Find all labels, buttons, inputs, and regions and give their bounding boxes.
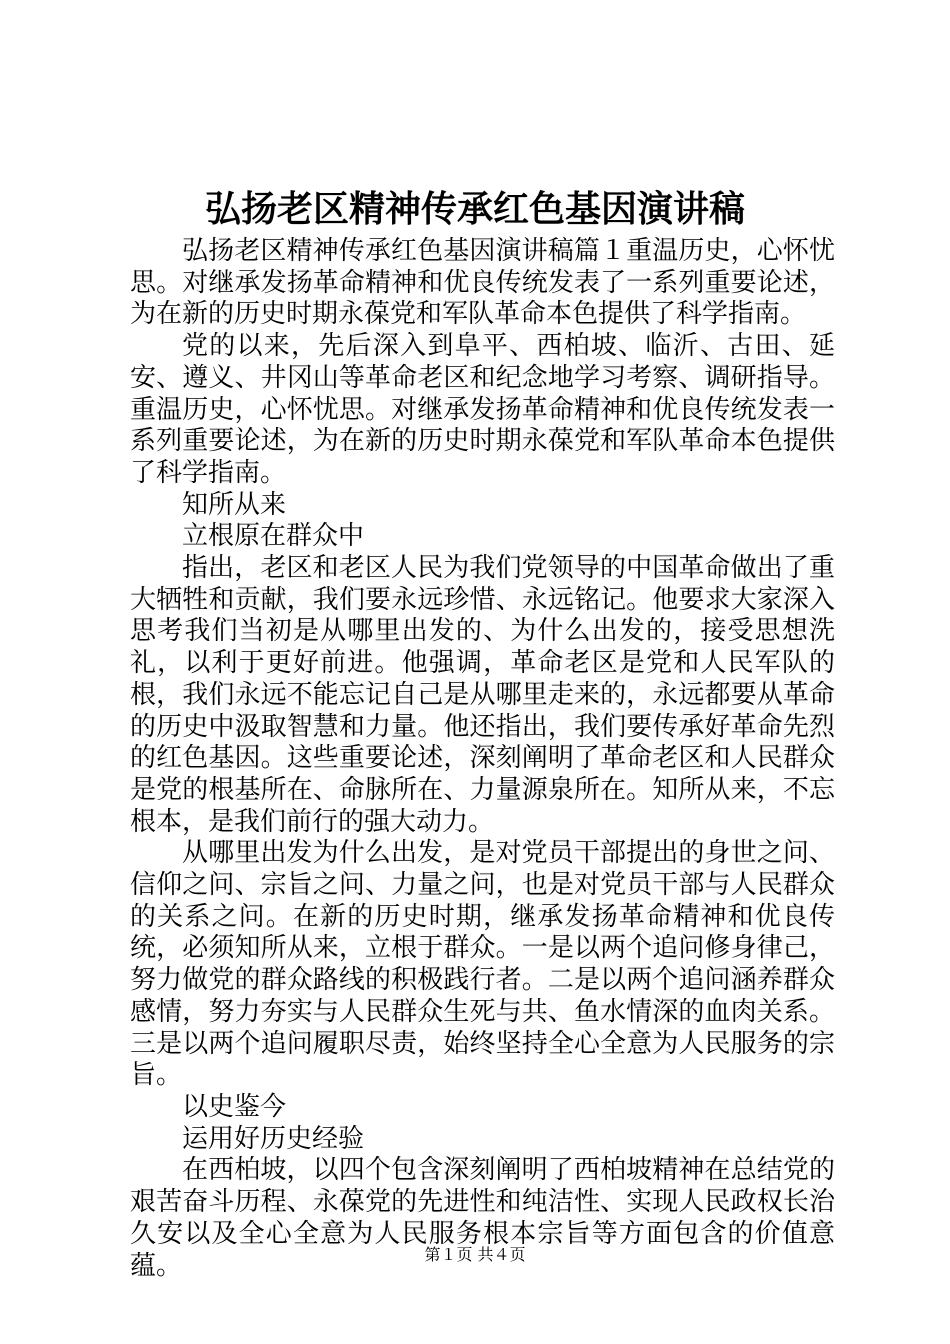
document-title: 弘扬老区精神传承红色基因演讲稿 bbox=[204, 188, 745, 230]
section-subheading: 运用好历史经验 bbox=[182, 1123, 365, 1154]
paragraph: 党的以来，先后深入到阜平、西柏坡、临沂、古田、延安、遵义、井冈山等革命老区和纪念地学习考察、调研指导。重温历史，心怀忧思。对继承发扬革命精神和优良传统发表一系列重要论述，为在新的历史时期永葆党和军队革命本色提供了科学指南。 bbox=[130, 331, 835, 488]
section-heading: 以史鉴今 bbox=[182, 1091, 287, 1122]
paragraph: 弘扬老区精神传承红色基因演讲稿篇１重温历史，心怀忧思。对继承发扬革命精神和优良传统发表了一系列重要论述，为在新的历史时期永葆党和军队革命本色提供了科学指南。 bbox=[130, 236, 835, 330]
paragraph: 在西柏坡，以四个包含深刻阐明了西柏坡精神在总结党的艰苦奋斗历程、永葆党的先进性和纯洁性、实现人民政权长治久安以及全心全意为人民服务根本宗旨等方面包含的价值意蕴。 bbox=[130, 1155, 835, 1281]
section-heading: 知所从来 bbox=[182, 489, 287, 520]
paragraph: 从哪里出发为什么出发，是对党员干部提出的身世之问、信仰之问、宗旨之问、力量之问，也是对党员干部与人民群众的关系之问。在新的历史时期，继承发扬革命精神和优良传统，必须知所从来，立根于群众。一是以两个追问修身律己，努力做党的群众路线的积极践行者。二是以两个追问涵养群众感情，努力夯实与人民群众生死与共、鱼水情深的血肉关系。三是以两个追问履职尽责，始终坚持全心全意为人民服务的宗旨。 bbox=[130, 838, 835, 1091]
section-subheading: 立根原在群众中 bbox=[182, 521, 365, 552]
page-number-footer: 第１页 共４页 bbox=[424, 1245, 526, 1264]
document-body bbox=[130, 236, 835, 1282]
paragraph: 指出，老区和老区人民为我们党领导的中国革命做出了重大牺牲和贡献，我们要永远珍惜、永远铭记。他要求大家深入思考我们当初是从哪里出发的、为什么出发的，接受思想洗礼，以利于更好前进。他强调，革命老区是党和人民军队的根，我们永远不能忘记自己是从哪里走来的，永远都要从革命的历史中汲取智慧和力量。他还指出，我们要传承好革命先烈的红色基因。这些重要论述，深刻阐明了革命老区和人民群众是党的根基所在、命脉所在、力量源泉所在。知所从来，不忘根本，是我们前行的强大动力。 bbox=[130, 553, 835, 837]
